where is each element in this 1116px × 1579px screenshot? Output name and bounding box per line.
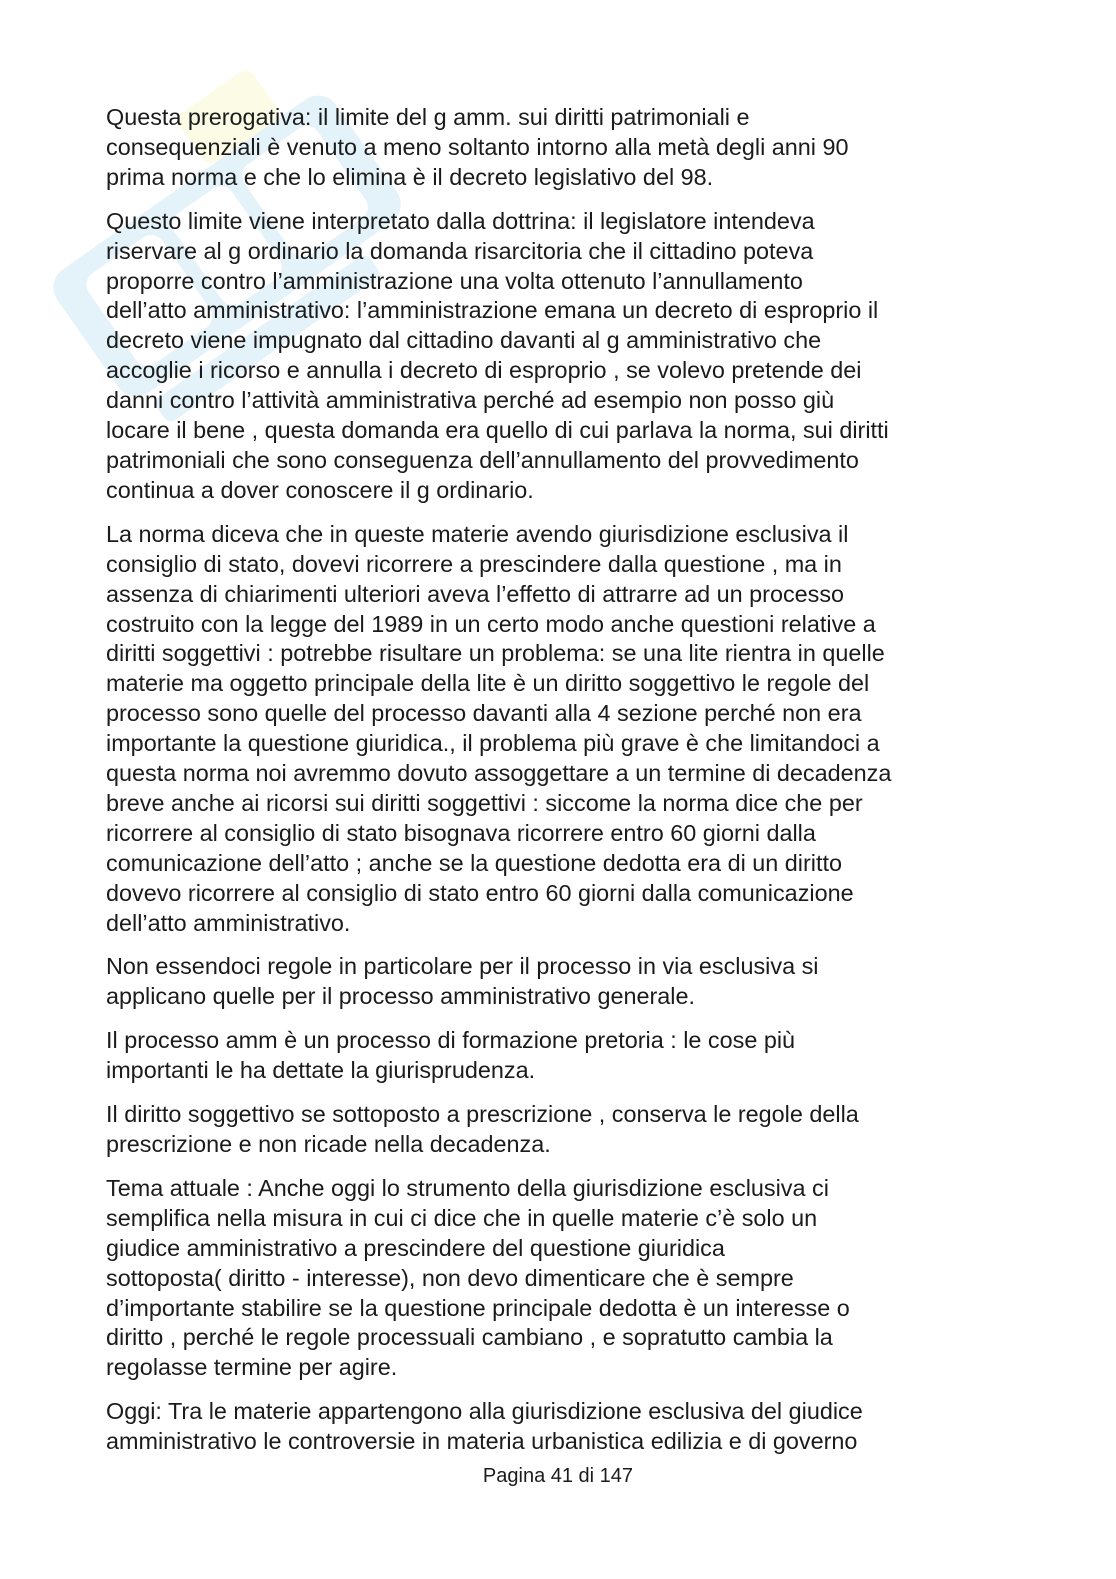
paragraph: Tema attuale : Anche oggi lo strumento della giurisdizione esclusiva ci semplifica nella misura in cui ci dice che in quelle materie c’è solo un giudice amministrativo a prescindere del questione giuridica sottoposta( diritto - interesse), non devo dimenticare che è sempre d’importante stabilire se la questione principale dedotta è un interesse o diritto , perché le regole processuali cambiano , e sopratutto cambia la regolasse termine per agire. [106,1174,850,1381]
paragraph: Questa prerogativa: il limite del g amm. sui diritti patrimoniali e consequenziali è venuto a meno soltanto intorno alla metà degli anni 90 prima norma e che lo elimina è il decreto legislativo del 98. [106,104,849,190]
page-number-footer: Pagina 41 di 147 [482,1465,634,1487]
paragraph: Questo limite viene interpretato dalla dottrina: il legislatore intendeva riservare al g ordinario la domanda risarcitoria che il cittadino poteva proporre contro l’amministrazione una volta ottenuto l’annullamento dell’atto amministrativo: l’amministrazione emana un decreto di esproprio il decreto viene impugnato dal cittadino davanti al g amministrativo che accoglie i ricorso e annulla i decreto di esproprio , se volevo pretende dei danni contro l’attività amministrativa perché ad esempio non posso giù locare il bene , questa domanda era quello di cui parlava la norma, sui diritti patrimoniali che sono conseguenza dell’annullamento del provvedimento continua a dover conoscere il g ordinario. [106,207,889,503]
page-body [106,103,1006,1471]
paragraph: Il processo amm è un processo di formazione pretoria : le cose più importanti le ha dettate la giurisprudenza. [106,1027,796,1084]
paragraph: Il diritto soggettivo se sottoposto a prescrizione , conserva le regole della prescrizione e non ricade nella decadenza. [106,1101,859,1157]
paragraph: Non essendoci regole in particolare per il processo in via esclusiva si applicano quelle per il processo amministrativo generale. [106,953,819,1010]
paragraph: Oggi: Tra le materie appartengono alla giurisdizione esclusiva del giudice amministrativo le controversie in materia urbanistica edilizia e di governo [106,1398,863,1455]
paragraph: La norma diceva che in queste materie avendo giurisdizione esclusiva il consiglio di stato, dovevi ricorrere a prescindere dalla questione , ma in assenza di chiarimenti ulteriori aveva l’effetto di attrarre ad un processo costruito con la legge del 1989 in un certo modo anche questioni relative a diritti soggettivi : potrebbe risultare un problema: se una lite rientra in quelle materie ma oggetto principale della lite è un diritto soggettivo le regole del processo sono quelle del processo davanti alla 4 sezione perché non era importante la questione giuridica., il problema più grave è che limitandoci a questa norma noi avremmo dovuto assoggettare a un termine di decadenza breve anche ai ricorsi sui diritti soggettivi : siccome la norma dice che per ricorrere al consiglio di stato bisognava ricorrere entro 60 giorni dalla comunicazione dell’atto ; anche se la questione dedotta era di un diritto dovevo ricorrere al consiglio di stato entro 60 giorni dalla comunicazione dell’atto amministrativo. [106,520,892,936]
